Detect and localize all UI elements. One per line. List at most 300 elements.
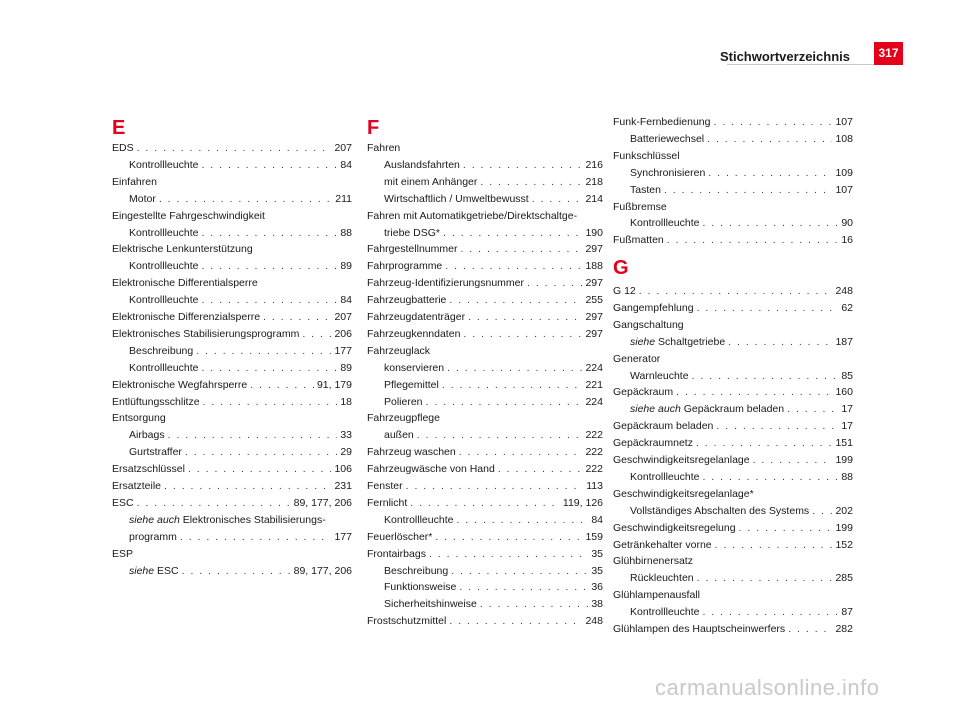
entry-term — [630, 132, 704, 146]
leader-dots — [137, 496, 291, 510]
entry-page-number: 202 — [835, 504, 853, 517]
entry-term — [630, 183, 661, 197]
index-entry — [367, 411, 603, 425]
entry-term — [613, 554, 693, 568]
entry-text: Gangempfehlung — [613, 301, 694, 314]
entry-text: ESP — [112, 547, 134, 560]
leader-dots — [812, 504, 832, 518]
entry-text: EDS — [112, 142, 134, 154]
entry-page-number: 222 — [585, 429, 603, 442]
section-letter-e: E — [112, 117, 126, 139]
entry-page-number: 199 — [835, 521, 853, 534]
leader-dots — [739, 521, 833, 535]
index-entry — [367, 547, 603, 561]
entry-term — [129, 226, 198, 240]
entry-text: Pflegemittel — [384, 378, 439, 391]
entry-term — [613, 301, 694, 315]
leader-dots — [250, 378, 314, 392]
entry-term — [384, 564, 448, 578]
entry-text: Elektronische Wegfahrsperre — [112, 378, 248, 391]
index-entry — [384, 580, 603, 594]
index-entry — [129, 445, 352, 459]
index-entry — [613, 453, 853, 467]
leader-dots — [728, 335, 832, 349]
entry-page-number: 119, 126 — [562, 496, 603, 509]
leader-dots — [201, 226, 337, 240]
entry-term — [384, 378, 439, 392]
entry-text: Kontrollleuchte — [630, 470, 700, 483]
entry-term — [112, 209, 265, 223]
entry-term — [613, 487, 754, 501]
entry-text: Generator — [613, 352, 661, 365]
entry-page-number: 84 — [340, 294, 352, 307]
leader-dots — [180, 530, 332, 544]
entry-term — [367, 411, 440, 425]
entry-term — [367, 479, 403, 493]
entry-text: Kontrollleuchte — [630, 217, 700, 230]
leader-dots — [788, 622, 832, 636]
entry-text: Kontrollleuchte — [129, 260, 199, 273]
index-entry — [367, 141, 603, 155]
index-entry — [613, 538, 853, 552]
index-entry — [384, 395, 603, 409]
index-entry — [613, 385, 853, 399]
leader-dots — [463, 327, 582, 341]
leader-dots — [667, 233, 839, 247]
entry-text: Elektronische Differenzialsperre — [112, 311, 261, 323]
entry-text: Kontrollleuchte — [129, 361, 199, 374]
entry-text: Fahren — [367, 142, 401, 154]
entry-page-number: 297 — [585, 243, 603, 256]
leader-dots — [468, 310, 582, 324]
entry-page-number: 282 — [835, 623, 853, 635]
entry-term — [630, 605, 699, 619]
leader-dots — [201, 259, 337, 273]
entry-term — [129, 192, 156, 206]
leader-dots — [449, 614, 582, 628]
entry-term — [384, 395, 423, 409]
leader-dots — [498, 462, 583, 476]
entry-page-number: 84 — [591, 513, 603, 526]
leader-dots — [449, 293, 582, 307]
index-entry — [613, 233, 853, 247]
index-entry — [112, 209, 352, 223]
entry-text: Gepäckraum — [613, 386, 674, 399]
entry-term — [112, 242, 253, 256]
entry-text: Glühbirnenersatz — [613, 555, 693, 568]
entry-text: Vollständiges Abschalten des Systems — [630, 504, 810, 517]
index-entry — [630, 166, 853, 180]
entry-page-number: 152 — [835, 538, 853, 551]
entry-text: Gangschaltung — [613, 318, 684, 331]
entry-term — [112, 276, 258, 290]
entry-page-number: 214 — [585, 192, 603, 205]
entry-term — [384, 513, 453, 527]
entry-term — [630, 369, 689, 383]
entry-term — [613, 538, 712, 552]
entry-text: Motor — [129, 192, 156, 205]
entry-page-number: 113 — [586, 480, 603, 492]
index-entry — [129, 192, 352, 206]
section-letter-f: F — [367, 117, 380, 139]
entry-term — [384, 597, 477, 611]
leader-dots — [459, 445, 583, 459]
entry-text: Kontrollleuchte — [129, 158, 199, 171]
page-header-title: Stichwortverzeichnis — [719, 49, 850, 64]
entry-page-number: 159 — [585, 530, 603, 543]
entry-text: Entlüftungsschlitze — [112, 395, 200, 408]
entry-text: Fahrzeugdatenträger — [367, 311, 466, 323]
entry-see-reference: siehe auch — [630, 403, 681, 416]
entry-page-number: 297 — [585, 311, 603, 323]
index-entry — [129, 226, 352, 240]
entry-page-number: 188 — [585, 260, 603, 273]
index-entry — [367, 344, 603, 358]
index-entry — [613, 521, 853, 535]
entry-page-number: 36 — [591, 581, 603, 594]
entry-term — [613, 149, 680, 163]
entry-term — [630, 571, 694, 585]
index-entry — [112, 310, 352, 324]
leader-dots — [716, 419, 838, 433]
entry-text: ESC — [112, 496, 134, 509]
index-entry — [630, 504, 853, 518]
leader-dots — [702, 470, 838, 484]
entry-text: Fahrzeug-Identifizierungsnummer — [367, 277, 524, 290]
entry-term — [112, 496, 134, 510]
leader-dots — [639, 284, 833, 298]
entry-text: Elektronische Differentialsperre — [112, 277, 258, 290]
index-entry — [367, 310, 603, 324]
entry-term — [129, 293, 198, 307]
index-entry — [129, 428, 352, 442]
entry-text: Geschwindigkeitsregelanlage* — [613, 487, 754, 500]
entry-text: Frontairbags — [367, 547, 426, 560]
leader-dots — [697, 571, 833, 585]
entry-text: Fahrzeuglack — [367, 344, 431, 357]
entry-term — [367, 445, 456, 459]
index-entry — [367, 614, 603, 628]
entry-page-number: 109 — [835, 166, 853, 179]
entry-term — [129, 158, 198, 172]
entry-term — [367, 462, 495, 476]
entry-term — [129, 428, 165, 442]
entry-text: Fußbremse — [613, 200, 667, 213]
leader-dots — [463, 158, 583, 172]
entry-term — [367, 310, 465, 324]
entry-page-number: 18 — [340, 395, 352, 408]
entry-term — [613, 622, 785, 636]
index-entry — [384, 564, 603, 578]
entry-term — [367, 209, 577, 223]
entry-text: Beschreibung — [129, 344, 194, 357]
index-entry — [613, 149, 853, 163]
entry-text: Kontrollleuchte — [129, 226, 199, 239]
entry-text: Polieren — [384, 395, 423, 408]
entry-term — [367, 344, 430, 358]
entry-page-number: 35 — [591, 547, 603, 560]
leader-dots — [707, 132, 832, 146]
entry-text: Fahrzeugkenndaten — [367, 327, 461, 340]
entry-text: Ersatzschlüssel — [112, 463, 185, 476]
index-entry — [129, 530, 352, 544]
entry-term — [384, 226, 440, 240]
entry-page-number: 255 — [585, 294, 603, 307]
entry-text: ESC — [157, 564, 179, 577]
entry-text: Gepäckraumnetz — [613, 437, 693, 450]
entry-page-number: 106 — [334, 463, 352, 476]
entry-term — [129, 361, 198, 375]
entry-term — [112, 327, 299, 341]
leader-dots — [201, 293, 337, 307]
index-entry — [367, 209, 603, 223]
entry-text: Fahrzeug waschen — [367, 446, 456, 459]
leader-dots — [664, 183, 833, 197]
entry-text: Synchronisieren — [630, 166, 706, 179]
entry-text: Glühlampenausfall — [613, 589, 700, 602]
entry-text: Fernlicht — [367, 496, 408, 509]
index-entry — [630, 605, 853, 619]
entry-term — [384, 428, 414, 442]
index-entry — [384, 175, 603, 189]
entry-page-number: 107 — [835, 116, 853, 128]
index-entry — [613, 554, 853, 568]
entry-page-number: 85 — [841, 369, 853, 382]
index-entry — [384, 192, 603, 206]
entry-term — [112, 378, 247, 392]
index-entry — [367, 293, 603, 307]
entry-text: Warnleuchte — [630, 369, 689, 382]
entry-term — [384, 158, 460, 172]
entry-term — [613, 233, 664, 247]
entry-text: Sicherheitshinweise — [384, 598, 477, 611]
entry-text: Feuerlöscher* — [367, 530, 433, 543]
index-entry — [384, 226, 603, 240]
entry-term — [384, 580, 456, 594]
entry-text: Schaltgetriebe — [658, 335, 726, 348]
entry-text: Fahrzeugpflege — [367, 412, 440, 425]
leader-dots — [702, 216, 838, 230]
entry-term — [112, 411, 166, 425]
entry-term — [129, 564, 179, 578]
entry-page-number: 160 — [835, 386, 853, 399]
entry-term — [129, 445, 182, 459]
index-entry — [613, 622, 853, 636]
entry-term — [367, 293, 446, 307]
index-entry — [112, 479, 352, 493]
leader-dots — [159, 192, 332, 206]
leader-dots — [753, 453, 833, 467]
entry-text: Airbags — [129, 429, 165, 442]
entry-page-number: 222 — [585, 463, 603, 476]
leader-dots — [442, 378, 583, 392]
index-entry — [613, 284, 853, 298]
entry-text: Tasten — [630, 183, 661, 196]
entry-page-number: 199 — [835, 454, 853, 466]
entry-term — [367, 547, 426, 561]
entry-page-number: 87 — [841, 606, 853, 619]
leader-dots — [164, 479, 331, 493]
index-entry — [630, 571, 853, 585]
index-entry — [384, 597, 603, 611]
entry-text: Elektronisches Stabilisierungsprogramm — [112, 327, 300, 340]
entry-page-number: 89 — [340, 361, 352, 374]
entry-text: Wirtschaftlich / Umweltbewusst — [384, 192, 529, 205]
entry-term — [613, 521, 736, 535]
entry-term — [367, 496, 407, 510]
entry-text: Elektronisches Stabilisierungs- — [182, 513, 326, 526]
index-entry — [112, 411, 352, 425]
entry-page-number: 177 — [334, 344, 352, 357]
index-entry — [630, 402, 853, 416]
entry-term — [112, 141, 134, 155]
entry-text: Beschreibung — [384, 564, 449, 577]
entry-text: Getränkehalter vorne — [613, 538, 712, 551]
leader-dots — [460, 242, 582, 256]
entry-term — [630, 166, 705, 180]
section-letter-g: G — [613, 257, 629, 279]
entry-page-number: 89 — [340, 260, 352, 273]
leader-dots — [429, 547, 588, 561]
entry-page-number: 211 — [335, 192, 352, 205]
index-entry — [129, 344, 352, 358]
leader-dots — [787, 402, 838, 416]
entry-text: Kontrollleuchte — [630, 606, 700, 619]
entry-text: Entsorgung — [112, 412, 166, 425]
entry-text: Fahrzeugwäsche von Hand — [367, 463, 495, 476]
index-entry — [613, 436, 853, 450]
leader-dots — [445, 259, 582, 273]
index-entry — [112, 496, 352, 510]
entry-page-number: 231 — [334, 480, 352, 492]
leader-dots — [302, 327, 331, 341]
entry-text: Batteriewechsel — [630, 132, 705, 145]
entry-term — [613, 200, 667, 214]
entry-text: Funkschlüssel — [613, 149, 680, 162]
entry-page-number: 222 — [585, 446, 603, 459]
leader-dots — [182, 564, 291, 578]
index-entry — [129, 564, 352, 578]
leader-dots — [715, 538, 833, 552]
entry-text: Fußmatten — [613, 234, 664, 247]
leader-dots — [417, 428, 583, 442]
index-entry — [613, 318, 853, 332]
entry-page-number: 207 — [334, 311, 352, 323]
index-entry — [613, 352, 853, 366]
leader-dots — [702, 605, 838, 619]
index-entry — [384, 378, 603, 392]
entry-text: Einfahren — [112, 175, 157, 188]
leader-dots — [480, 597, 589, 611]
entry-page-number: 297 — [585, 327, 603, 340]
entry-text: Gepäckraum beladen — [683, 403, 785, 416]
entry-text: Ersatzteile — [112, 480, 162, 492]
index-entry — [129, 513, 352, 527]
entry-page-number: 16 — [841, 234, 853, 247]
leader-dots — [480, 175, 582, 189]
entry-term — [613, 352, 660, 366]
entry-text: Fahrprogramme — [367, 260, 443, 273]
entry-term — [112, 175, 157, 189]
entry-page-number: 248 — [835, 285, 853, 297]
entry-term — [384, 192, 529, 206]
entry-page-number: 248 — [585, 615, 603, 628]
leader-dots — [426, 395, 583, 409]
entry-text: außen — [384, 429, 414, 442]
entry-term — [112, 462, 185, 476]
leader-dots — [435, 530, 582, 544]
leader-dots — [203, 395, 338, 409]
entry-page-number: 216 — [585, 158, 603, 171]
entry-page-number: 107 — [835, 183, 853, 196]
index-entry — [367, 496, 603, 510]
leader-dots — [456, 513, 588, 527]
index-entry — [613, 115, 853, 129]
entry-term — [613, 588, 700, 602]
leader-dots — [201, 158, 337, 172]
leader-dots — [459, 580, 588, 594]
index-entry — [367, 479, 603, 493]
entry-term — [112, 310, 260, 324]
entry-term — [630, 216, 699, 230]
entry-term — [613, 436, 693, 450]
index-entry — [129, 259, 352, 273]
entry-page-number: 29 — [340, 446, 352, 459]
entry-term — [367, 276, 524, 290]
index-entry — [630, 216, 853, 230]
entry-term — [367, 327, 460, 341]
entry-see-reference: siehe — [129, 564, 155, 577]
leader-dots — [185, 445, 337, 459]
entry-term — [129, 530, 177, 544]
entry-page-number: 17 — [841, 420, 853, 433]
entry-term — [384, 361, 444, 375]
entry-term — [129, 344, 193, 358]
index-entry — [367, 242, 603, 256]
entry-page-number: 285 — [835, 572, 853, 585]
entry-page-number: 33 — [340, 429, 352, 442]
index-entry — [384, 361, 603, 375]
leader-dots — [447, 361, 582, 375]
entry-term — [129, 513, 326, 527]
entry-see-reference: siehe auch — [129, 513, 180, 526]
entry-page-number: 89, 177, 206 — [293, 564, 352, 577]
entry-text: Fahren mit Automatikgetriebe/Direktschaltge- — [367, 209, 578, 222]
leader-dots — [263, 310, 331, 324]
entry-see-reference: siehe — [630, 335, 656, 348]
entry-text: Frostschutzmittel — [367, 615, 447, 628]
entry-term — [630, 335, 725, 349]
index-entry — [112, 276, 352, 290]
leader-dots — [692, 369, 839, 383]
entry-text: Rückleuchten — [630, 572, 694, 585]
page-number-badge: 317 — [874, 42, 903, 65]
entry-page-number: 224 — [585, 395, 603, 408]
entry-term — [112, 547, 133, 561]
entry-term — [613, 284, 636, 298]
index-entry — [129, 293, 352, 307]
index-entry — [367, 462, 603, 476]
entry-page-number: 38 — [591, 598, 603, 611]
entry-page-number: 297 — [585, 277, 603, 290]
entry-page-number: 207 — [334, 142, 352, 154]
entry-page-number: 91, 179 — [316, 378, 352, 391]
entry-term — [367, 259, 442, 273]
entry-page-number: 89, 177, 206 — [293, 496, 352, 509]
entry-term — [613, 419, 713, 433]
entry-page-number: 90 — [841, 217, 853, 230]
leader-dots — [451, 564, 588, 578]
